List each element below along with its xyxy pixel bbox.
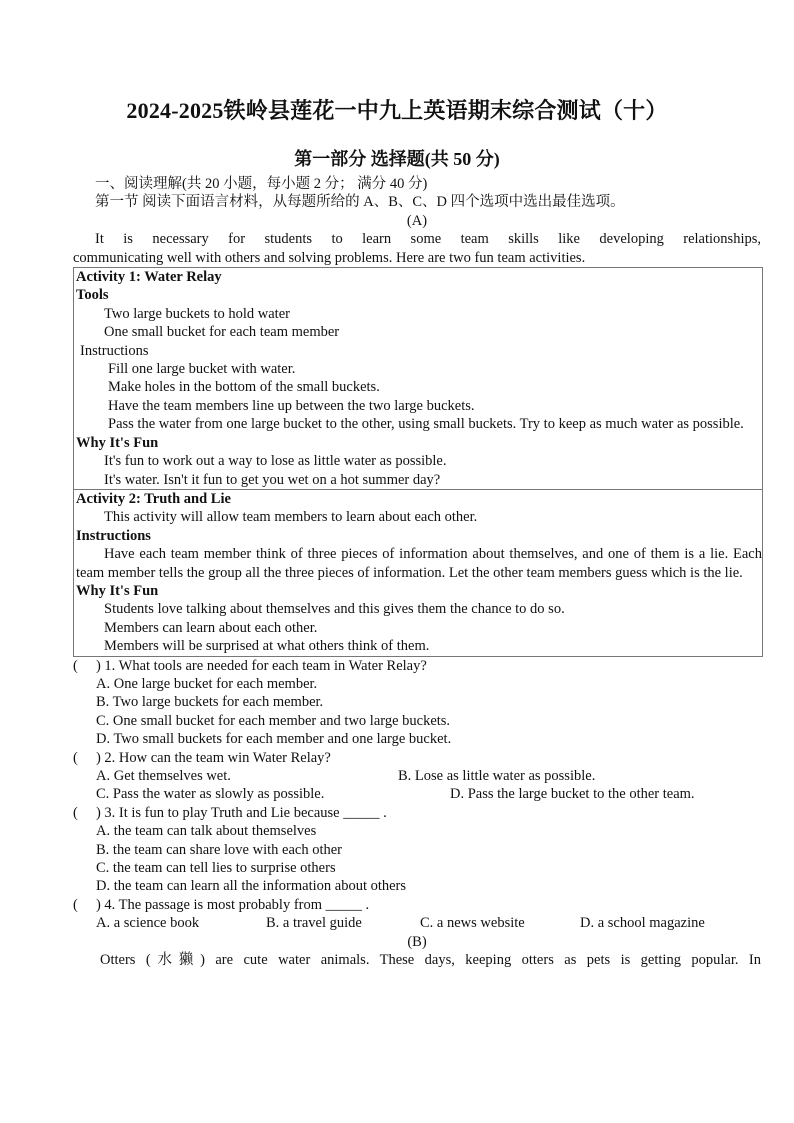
- option-b: B. a travel guide: [266, 915, 362, 932]
- fun-heading: Why It's Fun: [76, 582, 159, 599]
- activity-2-intro: This activity will allow team members to learn about each other.: [104, 509, 478, 526]
- question-stem: ( ) 1. What tools are needed for each team in Water Relay?: [73, 657, 427, 674]
- fun-item: It's water. Isn't it fun to get you wet on a hot summer day?: [104, 471, 441, 488]
- passage-b-intro: Otters (水獭) are cute water animals. These days, keeping otters as pets is getting popular. In: [100, 952, 761, 969]
- option-a: A. One large bucket for each member.: [96, 675, 318, 692]
- exam-body: [73, 175, 761, 969]
- option-d: D. the team can learn all the information about others: [96, 878, 407, 895]
- instruction-item: Fill one large bucket with water.: [108, 361, 296, 378]
- activity-1-title: Activity 1: Water Relay: [76, 269, 222, 286]
- passage-a-intro: It is necessary for students to learn some team skills like developing relationships,: [95, 231, 761, 248]
- section-heading: 一、阅读理解(共 20 小题，每小题 2 分； 满分 40 分): [95, 176, 428, 192]
- instructions-heading: Instructions: [80, 342, 149, 359]
- activity-1-box: [73, 267, 763, 490]
- page-title: 2024-2025铁岭县莲花一中九上英语期末综合测试（十）: [126, 98, 668, 123]
- tool-item: Two large buckets to hold water: [104, 305, 290, 322]
- option-a: A. Get themselves wet.: [96, 768, 231, 784]
- option-c: C. One small bucket for each member and two large buckets.: [96, 712, 451, 729]
- passage-b-label: (B): [407, 933, 427, 950]
- fun-heading: Why It's Fun: [76, 434, 159, 451]
- instructions-heading: Instructions: [76, 527, 151, 544]
- option-c: C. Pass the water as slowly as possible.: [96, 786, 325, 803]
- question-stem: ( ) 4. The passage is most probably from _____ .: [73, 896, 370, 913]
- passage-a-label: (A): [406, 212, 428, 229]
- instruction-item: Make holes in the bottom of the small buckets.: [108, 379, 380, 396]
- option-b: B. the team can share love with each other: [96, 841, 342, 858]
- question-4: [73, 896, 761, 933]
- instruction-item: Have the team members line up between the two large buckets.: [108, 397, 475, 414]
- question-1: [73, 657, 761, 749]
- instruction-item: Pass the water from one large bucket to the other, using small buckets. Try to keep as much water as possible.: [108, 416, 744, 433]
- question-3: [73, 804, 761, 896]
- passage-a-intro-cont: communicating well with others and solving problems. Here are two fun team activities.: [73, 249, 586, 266]
- option-c: C. a news website: [420, 915, 525, 932]
- part-title: 第一部分 选择题(共 50 分): [294, 149, 500, 169]
- section-instruction: 第一节 阅读下面语言材料，从每题所给的 A、B、C、D 四个选项中选出最佳选项。: [95, 194, 625, 211]
- fun-item: Students love talking about themselves and this gives them the chance to do so.: [104, 601, 565, 618]
- option-b: B. Two large buckets for each member.: [96, 694, 324, 711]
- option-c: C. the team can tell lies to surprise others: [96, 860, 336, 876]
- activity-2-instructions: Have each team member think of three pieces of information about themselves, and one of them is a lie. Each team member tells the group all the three pieces of information. Let the other team members guess which is the lie.: [76, 546, 762, 581]
- option-d: D. Two small buckets for each member and one large bucket.: [96, 731, 452, 748]
- fun-item: It's fun to work out a way to lose as little water as possible.: [104, 453, 447, 470]
- option-b: B. Lose as little water as possible.: [398, 768, 596, 784]
- fun-item: Members will be surprised at what others think of them.: [104, 638, 430, 655]
- option-d: D. a school magazine: [580, 915, 705, 932]
- question-2: [73, 749, 761, 804]
- option-a: A. the team can talk about themselves: [96, 823, 317, 840]
- activity-2-title: Activity 2: Truth and Lie: [76, 490, 231, 507]
- activity-2-box: [73, 490, 763, 657]
- tools-heading: Tools: [76, 287, 109, 304]
- option-d: D. Pass the large bucket to the other team.: [450, 786, 695, 803]
- question-stem: ( ) 2. How can the team win Water Relay?: [73, 749, 331, 766]
- tool-item: One small bucket for each team member: [104, 324, 340, 341]
- question-stem: ( ) 3. It is fun to play Truth and Lie because _____ .: [73, 804, 387, 821]
- fun-item: Members can learn about each other.: [104, 619, 318, 636]
- option-a: A. a science book: [96, 915, 200, 932]
